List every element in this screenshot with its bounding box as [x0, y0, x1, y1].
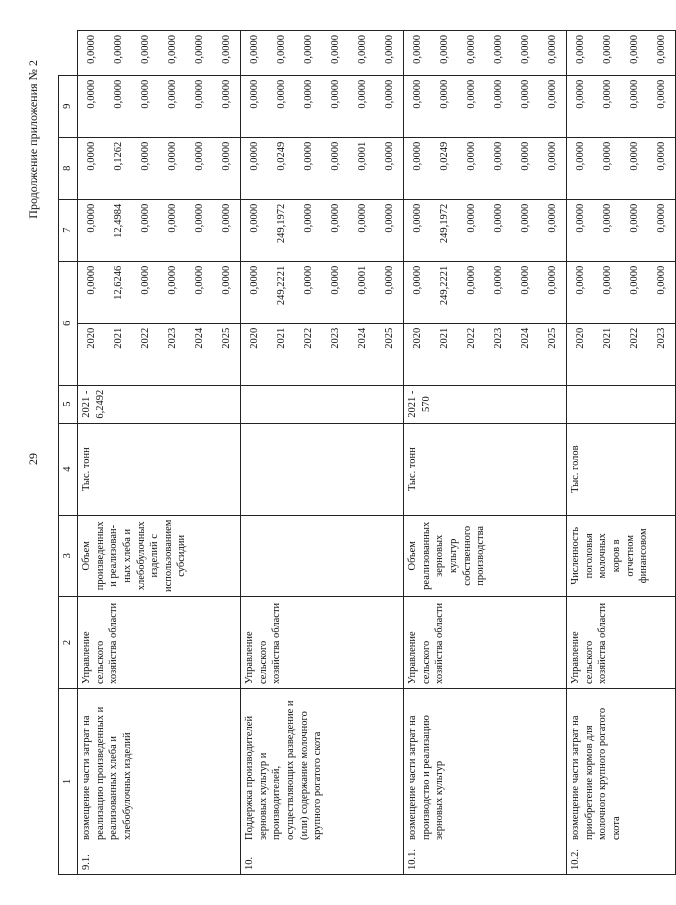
- executor: Управление сельского хозяйства области: [404, 597, 567, 689]
- event-cell: [567, 689, 676, 875]
- year-cell: 2022: [303, 327, 314, 349]
- unit: Тыс. голов: [567, 423, 676, 515]
- executor: Управление сельского хозяйства области: [78, 597, 241, 689]
- value-cell: 0,0000: [602, 79, 613, 109]
- value-cell: 0,0000: [221, 203, 232, 233]
- value-cell: 0,0000: [493, 35, 504, 64]
- value-cell: 0,0000: [493, 203, 504, 233]
- value-cell: 12,6246: [113, 265, 124, 300]
- value-cell: 0,0000: [656, 203, 667, 233]
- value-cell: 0,0000: [357, 79, 368, 109]
- value-cell: 0,0000: [629, 141, 640, 171]
- value-cell: 0,0000: [547, 265, 558, 295]
- header-cell-1: 1: [59, 689, 78, 875]
- total-list: [78, 261, 241, 323]
- value-cell: 0,0000: [194, 35, 205, 64]
- value-cell: 0,0000: [113, 35, 124, 64]
- unit: Тыс. тонн: [78, 423, 241, 515]
- value-cell: 0,0000: [629, 203, 640, 233]
- value-cell: 0,0000: [249, 203, 260, 233]
- year-cell: 2023: [493, 327, 504, 349]
- value-cell: 0,0000: [466, 141, 477, 171]
- value-cell: 0,0001: [357, 265, 368, 295]
- event-name: Поддержка производителей зерновых культур и производителей, осуществляющих разведение и (или) содержание молочного крупного рогатого скота: [244, 700, 324, 840]
- indicator: [241, 515, 404, 596]
- value-cell: 0,0000: [140, 35, 151, 64]
- value-cell: 0,0249: [276, 141, 287, 171]
- table-row: [241, 31, 404, 875]
- federal-list: [241, 199, 404, 261]
- value-cell: 0,0000: [629, 265, 640, 295]
- value-cell: 0,0000: [330, 203, 341, 233]
- value-cell: 0,0000: [466, 203, 477, 233]
- year-cell: 2023: [167, 327, 178, 349]
- federal-list: [567, 199, 676, 261]
- value-cell: 0,0000: [602, 35, 613, 64]
- year-cell: 2025: [384, 327, 395, 349]
- executor: Управление сельского хозяйства области: [567, 597, 676, 689]
- header-cell-8: 8: [59, 137, 78, 199]
- value-cell: 0,0000: [194, 79, 205, 109]
- year-cell: 2020: [249, 327, 260, 349]
- year-cell: 2020: [86, 327, 97, 349]
- value-cell: 0,1262: [113, 141, 124, 171]
- local-list: [241, 75, 404, 137]
- value-cell: 0,0000: [140, 203, 151, 233]
- budget-table: [58, 30, 676, 875]
- event-cell: [241, 689, 404, 875]
- value-cell: 0,0000: [656, 79, 667, 109]
- regional-list: [78, 137, 241, 199]
- year-list: [404, 323, 567, 385]
- target-value: 2021 - 570: [404, 385, 567, 423]
- value-cell: 0,0000: [520, 265, 531, 295]
- value-cell: 0,0000: [493, 141, 504, 171]
- regional-list: [567, 137, 676, 199]
- value-cell: 0,0000: [412, 265, 423, 295]
- value-cell: 0,0000: [384, 141, 395, 171]
- value-cell: 0,0000: [412, 35, 423, 64]
- value-cell: 0,0000: [493, 79, 504, 109]
- header-cell-9: 9: [59, 75, 78, 137]
- value-cell: 0,0000: [140, 265, 151, 295]
- row-number: 10.: [244, 856, 255, 870]
- year-cell: 2021: [113, 327, 124, 349]
- year-cell: 2022: [140, 327, 151, 349]
- year-cell: 2024: [194, 327, 205, 349]
- header-cell-7: 7: [59, 199, 78, 261]
- value-cell: 0,0000: [575, 141, 586, 171]
- value-cell: 0,0000: [520, 79, 531, 109]
- value-cell: 0,0000: [466, 265, 477, 295]
- value-cell: 0,0000: [303, 265, 314, 295]
- value-cell: 0,0000: [249, 141, 260, 171]
- value-cell: 0,0000: [194, 203, 205, 233]
- year-cell: 2020: [412, 327, 423, 349]
- value-cell: 0,0000: [140, 141, 151, 171]
- year-cell: 2021: [439, 327, 450, 349]
- value-cell: 0,0000: [86, 203, 97, 233]
- table-row: [567, 31, 676, 875]
- value-cell: 0,0000: [221, 79, 232, 109]
- year-cell: 2020: [575, 327, 586, 349]
- event-name: возмещение части затрат на приобретение кормов для молочного крупного рогатого скота: [570, 707, 622, 840]
- total-list: [404, 261, 567, 323]
- value-cell: 0,0001: [357, 141, 368, 171]
- event-name: возмещение части затрат на реализацию произведенных и реализованных хлеба и хлебобулочных изделий: [81, 706, 133, 840]
- header-cell-2: 2: [59, 597, 78, 689]
- value-cell: 0,0000: [113, 79, 124, 109]
- regional-list: [404, 137, 567, 199]
- indicator: Объем реализованных зерновых культур собственного производства: [404, 515, 567, 596]
- value-cell: 0,0000: [412, 141, 423, 171]
- value-cell: 0,0000: [466, 35, 477, 64]
- year-cell: 2023: [330, 327, 341, 349]
- other-list: [78, 31, 241, 76]
- row-number: 10.1.: [407, 849, 418, 870]
- total-list: [567, 261, 676, 323]
- value-cell: 0,0000: [86, 79, 97, 109]
- value-cell: 0,0000: [167, 35, 178, 64]
- indicator: Объем произведенных и реализован-ных хлеба и хлебобулочных изделий с использованием субсидии: [78, 515, 241, 596]
- local-list: [404, 75, 567, 137]
- value-cell: 0,0000: [330, 79, 341, 109]
- value-cell: 0,0000: [303, 79, 314, 109]
- value-cell: 0,0000: [384, 203, 395, 233]
- row-number: 9.1.: [81, 854, 92, 870]
- value-cell: 0,0000: [330, 35, 341, 64]
- value-cell: 0,0000: [357, 35, 368, 64]
- value-cell: 0,0000: [575, 265, 586, 295]
- value-cell: 0,0000: [330, 265, 341, 295]
- header-cell-4: 4: [59, 423, 78, 515]
- event-cell: [78, 689, 241, 875]
- value-cell: 0,0000: [575, 203, 586, 233]
- value-cell: 0,0000: [330, 141, 341, 171]
- year-list: [567, 323, 676, 385]
- year-list: [241, 323, 404, 385]
- value-cell: 0,0000: [249, 265, 260, 295]
- value-cell: 0,0000: [194, 141, 205, 171]
- header-cell-6: 6: [59, 261, 78, 385]
- value-cell: 0,0000: [575, 79, 586, 109]
- value-cell: 0,0000: [547, 203, 558, 233]
- value-cell: 0,0000: [656, 35, 667, 64]
- value-cell: 0,0000: [656, 265, 667, 295]
- executor: Управление сельского хозяйства области: [241, 597, 404, 689]
- regional-list: [241, 137, 404, 199]
- value-cell: 0,0000: [384, 79, 395, 109]
- target-value: 2021 - 6,2492: [78, 385, 241, 423]
- value-cell: 0,0000: [303, 203, 314, 233]
- header-cell-5: 5: [59, 385, 78, 423]
- value-cell: 0,0000: [547, 35, 558, 64]
- indicator: Численность поголовья молочных коров в отчетном финансовом: [567, 515, 676, 596]
- value-cell: 12,4984: [113, 203, 124, 238]
- event-name: возмещение части затрат на производство и реализацию зерновых культур: [407, 715, 446, 840]
- value-cell: 0,0000: [602, 265, 613, 295]
- value-cell: 0,0000: [249, 79, 260, 109]
- local-list: [78, 75, 241, 137]
- table-header-row: [59, 31, 78, 875]
- other-list: [241, 31, 404, 76]
- other-list: [404, 31, 567, 76]
- value-cell: 0,0000: [221, 141, 232, 171]
- page-number: 29: [26, 453, 40, 465]
- value-cell: 0,0000: [194, 265, 205, 295]
- value-cell: 0,0000: [167, 203, 178, 233]
- target-value: [567, 385, 676, 423]
- value-cell: 0,0000: [276, 79, 287, 109]
- value-cell: 0,0000: [276, 35, 287, 64]
- unit: [241, 423, 404, 515]
- value-cell: 249,2221: [439, 265, 450, 306]
- value-cell: 0,0000: [493, 265, 504, 295]
- federal-list: [78, 199, 241, 261]
- local-list: [567, 75, 676, 137]
- year-list: [78, 323, 241, 385]
- year-cell: 2021: [602, 327, 613, 349]
- total-list: [241, 261, 404, 323]
- value-cell: 0,0000: [520, 141, 531, 171]
- value-cell: 0,0000: [303, 35, 314, 64]
- value-cell: 0,0000: [439, 35, 450, 64]
- value-cell: 0,0000: [384, 35, 395, 64]
- year-cell: 2023: [656, 327, 667, 349]
- event-cell: [404, 689, 567, 875]
- value-cell: 0,0000: [167, 265, 178, 295]
- value-cell: 0,0000: [167, 141, 178, 171]
- value-cell: 0,0000: [412, 203, 423, 233]
- value-cell: 0,0000: [602, 141, 613, 171]
- value-cell: 0,0000: [221, 265, 232, 295]
- value-cell: 0,0000: [629, 35, 640, 64]
- federal-list: [404, 199, 567, 261]
- value-cell: 0,0000: [140, 79, 151, 109]
- year-cell: 2022: [629, 327, 640, 349]
- appendix-caption: Продолжение приложения № 2: [26, 60, 40, 219]
- value-cell: 0,0000: [520, 35, 531, 64]
- value-cell: 249,1972: [439, 203, 450, 244]
- year-cell: 2022: [466, 327, 477, 349]
- unit: Тыс. тонн: [404, 423, 567, 515]
- value-cell: 0,0000: [466, 79, 477, 109]
- value-cell: 0,0000: [86, 35, 97, 64]
- value-cell: 0,0000: [439, 79, 450, 109]
- value-cell: 0,0000: [602, 203, 613, 233]
- target-value: [241, 385, 404, 423]
- value-cell: 0,0000: [86, 141, 97, 171]
- header-cell-3: 3: [59, 515, 78, 596]
- value-cell: 0,0000: [629, 79, 640, 109]
- value-cell: 0,0000: [520, 203, 531, 233]
- value-cell: 0,0000: [167, 79, 178, 109]
- table-row: [78, 31, 241, 875]
- year-cell: 2025: [221, 327, 232, 349]
- value-cell: 0,0000: [221, 35, 232, 64]
- value-cell: 249,2221: [276, 265, 287, 306]
- year-cell: 2025: [547, 327, 558, 349]
- other-list: [567, 31, 676, 76]
- table-row: [404, 31, 567, 875]
- value-cell: 0,0000: [656, 141, 667, 171]
- value-cell: 0,0000: [547, 141, 558, 171]
- year-cell: 2024: [520, 327, 531, 349]
- value-cell: 0,0000: [547, 79, 558, 109]
- year-cell: 2024: [357, 327, 368, 349]
- value-cell: 0,0000: [303, 141, 314, 171]
- value-cell: 0,0249: [439, 141, 450, 171]
- value-cell: 0,0000: [249, 35, 260, 64]
- value-cell: 0,0000: [575, 35, 586, 64]
- value-cell: 0,0000: [86, 265, 97, 295]
- row-number: 10.2.: [570, 849, 581, 870]
- value-cell: 0,0000: [412, 79, 423, 109]
- value-cell: 0,0000: [357, 203, 368, 233]
- value-cell: 0,0000: [384, 265, 395, 295]
- year-cell: 2021: [276, 327, 287, 349]
- value-cell: 249,1972: [276, 203, 287, 244]
